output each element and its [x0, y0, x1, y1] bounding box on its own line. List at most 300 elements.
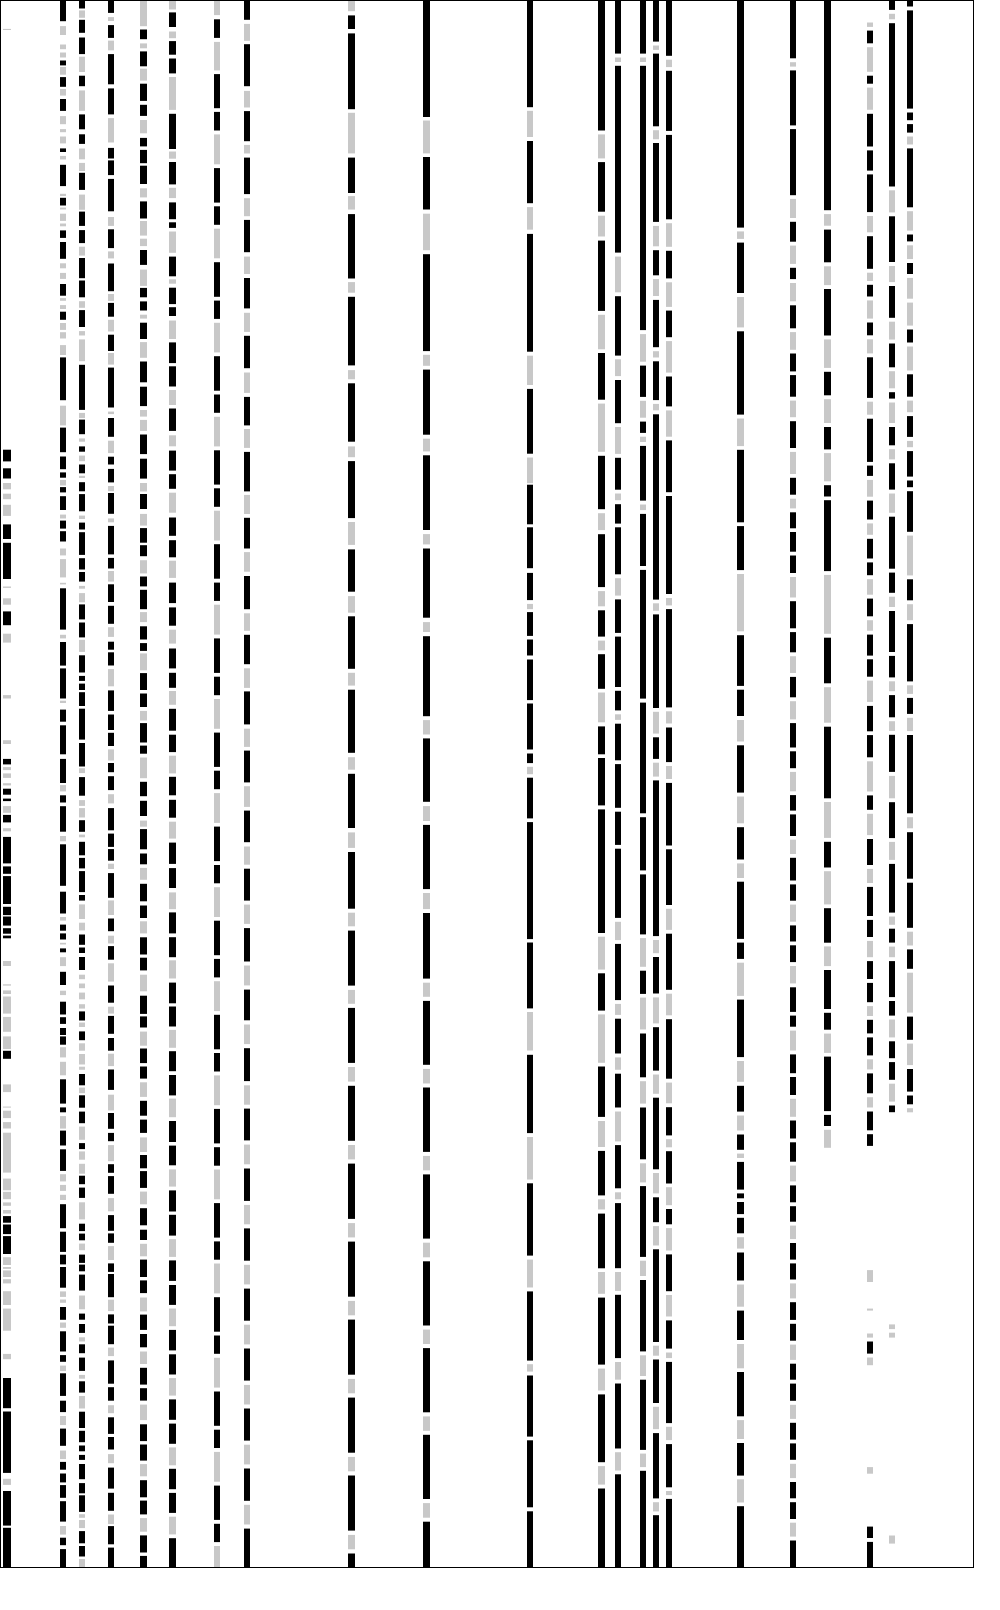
gray-stripe-segment	[169, 1517, 176, 1535]
black-stripe-segment	[867, 1112, 873, 1131]
gray-stripe-segment	[867, 1334, 873, 1338]
black-stripe-segment	[140, 1388, 147, 1400]
gray-stripe-segment	[244, 1445, 250, 1465]
gray-stripe-segment	[790, 905, 796, 922]
black-stripe-segment	[79, 777, 85, 796]
black-stripe-segment	[598, 1, 605, 131]
black-stripe-segment	[907, 883, 913, 928]
gray-stripe-segment	[140, 69, 147, 81]
black-stripe-segment	[3, 876, 11, 904]
black-stripe-segment	[867, 1037, 873, 1055]
gray-stripe-segment	[3, 634, 11, 643]
gray-stripe-segment	[108, 41, 114, 51]
black-stripe-segment	[653, 614, 659, 708]
black-stripe-segment	[60, 457, 66, 470]
black-stripe-segment	[615, 1074, 621, 1108]
black-stripe-segment	[214, 583, 220, 601]
black-stripe-segment	[79, 1224, 85, 1231]
black-stripe-segment	[60, 472, 66, 477]
gray-stripe-segment	[244, 1505, 250, 1525]
gray-stripe-segment	[666, 994, 672, 1016]
gray-stripe-segment	[889, 842, 895, 860]
gray-stripe-segment	[79, 331, 85, 335]
gray-stripe-segment	[598, 591, 605, 606]
gray-stripe-segment	[214, 1546, 220, 1567]
black-stripe-segment	[169, 843, 176, 864]
gray-stripe-segment	[108, 217, 114, 226]
black-stripe-segment	[60, 230, 66, 238]
gray-stripe-segment	[640, 1261, 646, 1276]
gray-stripe-segment	[615, 714, 621, 720]
gray-stripe-segment	[3, 483, 11, 489]
black-stripe-segment	[790, 1263, 796, 1279]
black-stripe-segment	[907, 263, 913, 274]
gray-stripe-segment	[60, 1366, 66, 1372]
gray-stripe-segment	[867, 620, 873, 631]
gray-stripe-segment	[3, 1192, 11, 1199]
gray-stripe-segment	[244, 1205, 250, 1224]
gray-stripe-segment	[244, 145, 250, 154]
black-stripe-segment	[598, 726, 605, 754]
gray-stripe-segment	[3, 1479, 11, 1485]
gray-stripe-segment	[640, 998, 646, 1030]
black-stripe-segment	[867, 1542, 873, 1567]
gray-stripe-segment	[889, 371, 895, 388]
gray-stripe-segment	[3, 1107, 11, 1108]
black-stripe-segment	[527, 822, 533, 939]
black-stripe-segment	[790, 532, 796, 552]
black-stripe-segment	[824, 500, 831, 571]
gray-stripe-segment	[867, 1006, 873, 1016]
gray-stripe-segment	[60, 1195, 66, 1200]
black-stripe-segment	[140, 201, 147, 218]
gray-stripe-segment	[653, 712, 659, 734]
black-stripe-segment	[423, 1088, 430, 1152]
black-stripe-segment	[244, 811, 250, 843]
gray-stripe-segment	[169, 1169, 176, 1186]
black-stripe-segment	[867, 501, 873, 520]
black-stripe-segment	[140, 387, 147, 406]
gray-stripe-segment	[615, 578, 621, 595]
black-stripe-segment	[140, 1260, 147, 1277]
gray-stripe-segment	[737, 297, 744, 327]
black-stripe-segment	[214, 544, 220, 579]
gray-stripe-segment	[169, 321, 176, 340]
gray-stripe-segment	[108, 486, 114, 491]
gray-stripe-segment	[824, 399, 831, 423]
black-stripe-segment	[790, 478, 796, 495]
black-stripe-segment	[737, 1, 744, 228]
black-stripe-segment	[140, 250, 147, 265]
black-stripe-segment	[907, 624, 913, 681]
black-stripe-segment	[108, 1417, 114, 1434]
black-stripe-segment	[598, 1151, 605, 1196]
black-stripe-segment	[108, 469, 114, 483]
gray-stripe-segment	[140, 1, 147, 26]
black-stripe-segment	[824, 427, 831, 449]
black-stripe-segment	[824, 1, 831, 210]
black-stripe-segment	[598, 534, 605, 587]
gray-stripe-segment	[348, 673, 355, 686]
gray-stripe-segment	[867, 300, 873, 318]
black-stripe-segment	[108, 1437, 114, 1450]
gray-stripe-segment	[140, 420, 147, 431]
black-stripe-segment	[60, 312, 66, 320]
black-stripe-segment	[140, 782, 147, 796]
gray-stripe-segment	[907, 347, 913, 371]
black-stripe-segment	[598, 654, 605, 689]
gray-stripe-segment	[653, 940, 659, 953]
black-stripe-segment	[79, 1112, 85, 1124]
gray-stripe-segment	[169, 561, 176, 578]
black-stripe-segment	[79, 212, 85, 226]
black-stripe-segment	[889, 1106, 895, 1113]
gray-stripe-segment	[108, 518, 114, 522]
black-stripe-segment	[79, 465, 85, 474]
gray-stripe-segment	[615, 494, 621, 501]
gray-stripe-segment	[867, 88, 873, 110]
gray-stripe-segment	[169, 691, 176, 705]
black-stripe-segment	[169, 1285, 176, 1305]
black-stripe-segment	[737, 1253, 744, 1281]
gray-stripe-segment	[60, 1291, 66, 1297]
black-stripe-segment	[527, 1511, 533, 1567]
black-stripe-segment	[615, 1203, 621, 1268]
black-stripe-segment	[423, 913, 430, 979]
gray-stripe-segment	[737, 1344, 744, 1368]
black-stripe-segment	[3, 928, 11, 934]
gray-stripe-segment	[140, 239, 147, 246]
black-stripe-segment	[527, 943, 533, 1009]
gray-stripe-segment	[790, 401, 796, 418]
gray-stripe-segment	[108, 1095, 114, 1111]
gray-stripe-segment	[790, 656, 796, 673]
black-stripe-segment	[527, 141, 533, 203]
black-stripe-segment	[889, 463, 895, 489]
gray-stripe-segment	[653, 1346, 659, 1356]
gray-stripe-segment	[60, 53, 66, 58]
gray-stripe-segment	[889, 1333, 895, 1338]
black-stripe-segment	[527, 1440, 533, 1507]
gray-stripe-segment	[423, 806, 430, 821]
black-stripe-segment	[79, 446, 85, 451]
black-stripe-segment	[423, 738, 430, 801]
black-stripe-segment	[108, 946, 114, 960]
black-stripe-segment	[598, 1489, 605, 1568]
black-stripe-segment	[108, 264, 114, 292]
black-stripe-segment	[737, 1193, 744, 1198]
gray-stripe-segment	[737, 797, 744, 824]
black-stripe-segment	[60, 972, 66, 985]
gray-stripe-segment	[79, 1043, 85, 1050]
black-stripe-segment	[867, 839, 873, 865]
gray-stripe-segment	[598, 513, 605, 530]
black-stripe-segment	[666, 311, 672, 338]
gray-stripe-segment	[640, 1163, 646, 1182]
black-stripe-segment	[889, 1, 895, 10]
black-stripe-segment	[598, 809, 605, 933]
black-stripe-segment	[907, 148, 913, 207]
black-stripe-segment	[666, 1019, 672, 1078]
gray-stripe-segment	[598, 1014, 605, 1062]
gray-stripe-segment	[108, 627, 114, 637]
gray-stripe-segment	[824, 802, 831, 838]
black-stripe-segment	[653, 54, 659, 127]
gray-stripe-segment	[79, 1375, 85, 1379]
gray-stripe-segment	[598, 1369, 605, 1391]
gray-stripe-segment	[79, 413, 85, 418]
black-stripe-segment	[527, 1291, 533, 1360]
black-stripe-segment	[169, 342, 176, 363]
gray-stripe-segment	[79, 247, 85, 256]
black-stripe-segment	[214, 450, 220, 484]
black-stripe-segment	[79, 1358, 85, 1371]
black-stripe-segment	[79, 572, 85, 582]
gray-stripe-segment	[867, 216, 873, 232]
gray-stripe-segment	[60, 917, 66, 921]
gray-stripe-segment	[640, 1355, 646, 1376]
black-stripe-segment	[867, 357, 873, 398]
gray-stripe-segment	[824, 1034, 831, 1053]
black-stripe-segment	[907, 451, 913, 477]
black-stripe-segment	[790, 1142, 796, 1161]
black-stripe-segment	[653, 1027, 659, 1070]
gray-stripe-segment	[3, 1210, 11, 1214]
black-stripe-segment	[108, 715, 114, 731]
black-stripe-segment	[790, 1541, 796, 1568]
black-stripe-segment	[666, 849, 672, 905]
black-stripe-segment	[640, 1471, 646, 1567]
black-stripe-segment	[60, 242, 66, 259]
black-stripe-segment	[60, 198, 66, 206]
black-stripe-segment	[3, 611, 11, 625]
gray-stripe-segment	[653, 46, 659, 50]
black-stripe-segment	[79, 1176, 85, 1185]
black-stripe-segment	[140, 1368, 147, 1385]
black-stripe-segment	[140, 528, 147, 543]
black-stripe-segment	[666, 1254, 672, 1291]
black-stripe-segment	[666, 783, 672, 846]
gray-stripe-segment	[79, 593, 85, 602]
gray-stripe-segment	[169, 77, 176, 110]
black-stripe-segment	[867, 562, 873, 575]
gray-stripe-segment	[907, 303, 913, 326]
gray-stripe-segment	[108, 412, 114, 415]
gray-stripe-segment	[3, 505, 11, 516]
gray-stripe-segment	[169, 630, 176, 644]
gray-stripe-segment	[907, 441, 913, 447]
black-stripe-segment	[3, 543, 11, 579]
gray-stripe-segment	[598, 641, 605, 651]
gray-stripe-segment	[79, 1514, 85, 1518]
gray-stripe-segment	[79, 1023, 85, 1028]
black-stripe-segment	[140, 854, 147, 865]
gray-stripe-segment	[140, 1518, 147, 1532]
black-stripe-segment	[79, 1011, 85, 1020]
black-stripe-segment	[79, 1188, 85, 1198]
gray-stripe-segment	[140, 612, 147, 622]
black-stripe-segment	[140, 1171, 147, 1188]
black-stripe-segment	[598, 1298, 605, 1365]
gray-stripe-segment	[889, 721, 895, 731]
black-stripe-segment	[108, 88, 114, 114]
gray-stripe-segment	[666, 909, 672, 930]
black-stripe-segment	[60, 1474, 66, 1483]
black-stripe-segment	[60, 1, 66, 21]
gray-stripe-segment	[140, 758, 147, 779]
black-stripe-segment	[169, 518, 176, 536]
black-stripe-segment	[244, 1529, 250, 1567]
black-stripe-segment	[140, 1016, 147, 1027]
gray-stripe-segment	[60, 1451, 66, 1460]
black-stripe-segment	[889, 1062, 895, 1080]
gray-stripe-segment	[169, 152, 176, 159]
black-stripe-segment	[867, 1134, 873, 1146]
black-stripe-segment	[867, 76, 873, 84]
black-stripe-segment	[60, 1429, 66, 1446]
black-stripe-segment	[214, 1524, 220, 1542]
gray-stripe-segment	[169, 1447, 176, 1465]
gray-stripe-segment	[615, 1362, 621, 1380]
black-stripe-segment	[640, 570, 646, 699]
gray-stripe-segment	[140, 821, 147, 827]
gray-stripe-segment	[60, 515, 66, 519]
black-stripe-segment	[598, 1067, 605, 1117]
black-stripe-segment	[867, 735, 873, 757]
black-stripe-segment	[140, 323, 147, 339]
gray-stripe-segment	[3, 997, 11, 1014]
black-stripe-segment	[824, 289, 831, 336]
gray-stripe-segment	[666, 1187, 672, 1205]
black-stripe-segment	[527, 704, 533, 750]
black-stripe-segment	[907, 330, 913, 343]
black-stripe-segment	[79, 1095, 85, 1107]
black-stripe-segment	[867, 466, 873, 476]
gray-stripe-segment	[598, 134, 605, 158]
black-stripe-segment	[60, 1331, 66, 1351]
black-stripe-segment	[60, 710, 66, 722]
black-stripe-segment	[79, 20, 85, 33]
gray-stripe-segment	[108, 1454, 114, 1463]
gray-stripe-segment	[214, 42, 220, 71]
gray-stripe-segment	[244, 905, 250, 924]
black-stripe-segment	[108, 763, 114, 772]
black-stripe-segment	[140, 288, 147, 297]
black-stripe-segment	[60, 1002, 66, 1015]
gray-stripe-segment	[214, 1, 220, 15]
gray-stripe-segment	[169, 960, 176, 978]
black-stripe-segment	[60, 1107, 66, 1112]
gray-stripe-segment	[214, 1358, 220, 1388]
gray-stripe-segment	[244, 1385, 250, 1405]
black-stripe-segment	[169, 1260, 176, 1281]
black-stripe-segment	[737, 1443, 744, 1476]
gray-stripe-segment	[889, 1084, 895, 1102]
black-stripe-segment	[640, 703, 646, 814]
black-stripe-segment	[108, 368, 114, 408]
black-stripe-segment	[60, 1017, 66, 1024]
gray-stripe-segment	[60, 305, 66, 309]
black-stripe-segment	[737, 745, 744, 792]
black-stripe-segment	[108, 1164, 114, 1173]
gray-stripe-segment	[108, 963, 114, 981]
gray-stripe-segment	[824, 871, 831, 904]
black-stripe-segment	[79, 820, 85, 832]
black-stripe-segment	[640, 1034, 646, 1078]
gray-stripe-segment	[60, 1185, 66, 1191]
gray-stripe-segment	[737, 419, 744, 447]
gray-stripe-segment	[889, 776, 895, 798]
gray-stripe-segment	[79, 10, 85, 17]
gray-stripe-segment	[60, 1174, 66, 1181]
black-stripe-segment	[889, 611, 895, 652]
gray-stripe-segment	[140, 975, 147, 992]
gray-stripe-segment	[666, 1083, 672, 1104]
gray-stripe-segment	[867, 814, 873, 835]
gray-stripe-segment	[598, 937, 605, 970]
gray-stripe-segment	[790, 701, 796, 719]
black-stripe-segment	[666, 609, 672, 707]
black-stripe-segment	[527, 1055, 533, 1133]
black-stripe-segment	[169, 607, 176, 625]
gray-stripe-segment	[79, 90, 85, 110]
gray-stripe-segment	[79, 1164, 85, 1174]
black-stripe-segment	[790, 354, 796, 372]
black-stripe-segment	[108, 1176, 114, 1194]
black-stripe-segment	[737, 1311, 744, 1340]
black-stripe-segment	[615, 944, 621, 1000]
black-stripe-segment	[790, 751, 796, 768]
black-stripe-segment	[348, 158, 355, 193]
black-stripe-segment	[653, 737, 659, 759]
black-stripe-segment	[140, 829, 147, 849]
black-stripe-segment	[907, 416, 913, 437]
black-stripe-segment	[108, 303, 114, 317]
black-stripe-segment	[140, 1315, 147, 1330]
gray-stripe-segment	[867, 1270, 873, 1282]
gray-stripe-segment	[140, 1137, 147, 1152]
black-stripe-segment	[244, 1289, 250, 1321]
gray-stripe-segment	[666, 223, 672, 247]
gray-stripe-segment	[666, 766, 672, 779]
gray-stripe-segment	[889, 681, 895, 691]
black-stripe-segment	[907, 113, 913, 121]
gray-stripe-segment	[653, 130, 659, 139]
black-stripe-segment	[3, 789, 11, 795]
gray-stripe-segment	[60, 1047, 66, 1057]
black-stripe-segment	[140, 105, 147, 116]
gray-stripe-segment	[140, 1244, 147, 1257]
black-stripe-segment	[3, 759, 11, 765]
gray-stripe-segment	[790, 1283, 796, 1298]
black-stripe-segment	[214, 112, 220, 131]
gray-stripe-segment	[140, 483, 147, 492]
gray-stripe-segment	[169, 1239, 176, 1257]
gray-stripe-segment	[867, 523, 873, 534]
black-stripe-segment	[653, 1249, 659, 1342]
gray-stripe-segment	[348, 757, 355, 770]
black-stripe-segment	[423, 254, 430, 351]
black-stripe-segment	[737, 635, 744, 686]
black-stripe-segment	[527, 1, 533, 107]
gray-stripe-segment	[889, 266, 895, 282]
black-stripe-segment	[527, 527, 533, 568]
gray-stripe-segment	[348, 596, 355, 613]
black-stripe-segment	[737, 450, 744, 523]
gray-stripe-segment	[907, 278, 913, 299]
black-stripe-segment	[653, 1197, 659, 1222]
gray-stripe-segment	[737, 1479, 744, 1502]
